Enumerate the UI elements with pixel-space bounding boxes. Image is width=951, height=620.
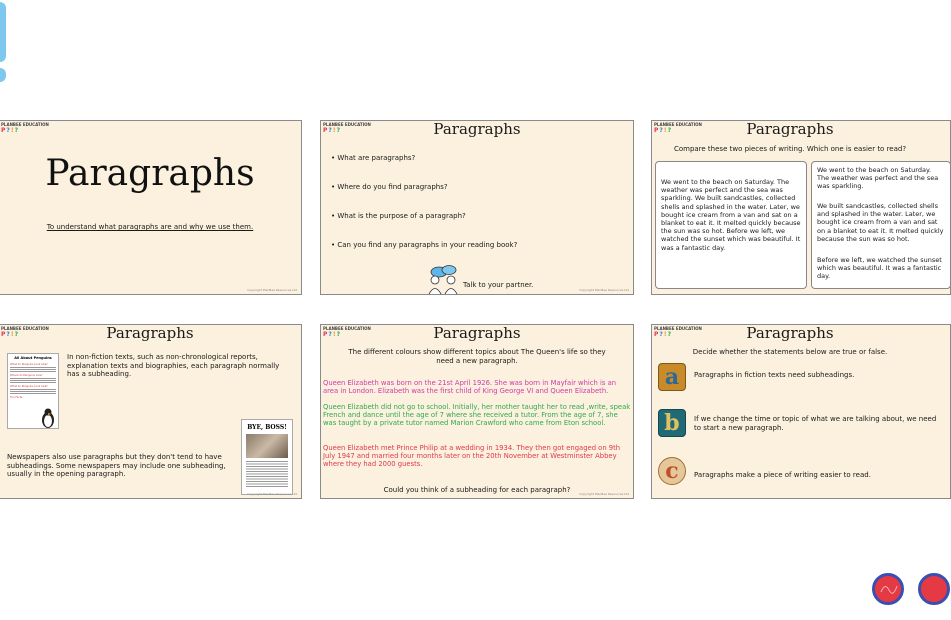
slide-subtitle: To understand what paragraphs are and why we use them.: [46, 223, 254, 231]
bullet-item: • Can you find any paragraphs in your reading book?: [331, 241, 518, 249]
statement-b: If we change the time or topic of what we are talking about, we need to start a new paragraph.: [694, 415, 937, 432]
talk-to-partner-text: Talk to your partner.: [463, 281, 534, 289]
paragraph: We went to the beach on Saturday. The weather was perfect and the sea was sparkling.: [817, 166, 939, 191]
slide-thumbnail-5[interactable]: [320, 324, 634, 499]
paragraph: We built sandcastles, collected shells and splashed in the water. Later, we bought ice cream from a van and sat on a blanket to eat it. It melted quickly because the sun was so hot.: [817, 202, 944, 243]
planbee-logo: PLANBEE EDUCATION P ? ! ?: [323, 326, 371, 338]
slide-title: Paragraphs: [746, 324, 834, 342]
slide-thumbnail-6[interactable]: [651, 324, 951, 499]
penguin-report-image: All About Penguins What do Penguins Look Like? Where do Penguins Live? What do Penguins Look Like? Fun Facts: [7, 353, 59, 429]
newspaper-text: Newspapers also use paragraphs but they don't tend to have subheadings. Some newspapers may include one subheading, usually in the opening paragraph.: [7, 453, 226, 478]
paragraph-marriage: Queen Elizabeth met Prince Philip at a wedding in 1934. They then got engaged on 9th July 1947 and married four months later on the 20th November at Westminster Abbey where they had 2000 guests.: [323, 444, 621, 469]
slide-footer: Copyright PlanBee Resources Ltd: [247, 492, 297, 496]
slide-thumbnail-4[interactable]: [0, 324, 302, 499]
slide-thumbnail-1[interactable]: [0, 120, 302, 295]
statement-c: Paragraphs make a piece of writing easier to read.: [694, 471, 871, 479]
slide-title: Paragraphs: [45, 153, 255, 194]
letter-c-icon: c: [658, 457, 686, 485]
talking-people-icon: [425, 264, 461, 294]
bullet-item: • What is the purpose of a paragraph?: [331, 212, 466, 220]
slide-footer: Copyright PlanBee Resources Ltd: [247, 288, 297, 292]
statement-a: Paragraphs in fiction texts need subheadings.: [694, 371, 855, 379]
unparagraphed-text: We went to the beach on Saturday. The weather was perfect and the sea was sparkling. We built sandcastles, collected shells and splashed in the water. Later, we bought ice cream from a van and sat on a blanket to eat it. It melted quickly because the sun was so hot. Before we left, we watched the sunset which was beautiful. It was a fantastic day.: [661, 178, 801, 252]
slide-thumbnail-2[interactable]: [320, 120, 634, 295]
record-button[interactable]: [872, 573, 904, 605]
slide-footer: Copyright PlanBee Resources Ltd: [579, 492, 629, 496]
slide-title: Paragraphs: [106, 324, 194, 342]
newspaper-image: BYE, BOSS!: [241, 419, 293, 495]
slide-thumbnail-3[interactable]: [651, 120, 951, 295]
paragraphed-text-box: [811, 161, 951, 289]
letter-a-icon: a: [658, 363, 686, 391]
paragraph: Before we left, we watched the sunset which was beautiful. It was a fantastic day.: [817, 256, 942, 281]
slide-intro: The different colours show different topics about The Queen's life so they need a new paragraph.: [348, 348, 606, 365]
bullet-item: • Where do you find paragraphs?: [331, 183, 448, 191]
non-fiction-text: In non-fiction texts, such as non-chronological reports, explanation texts and biographies, each paragraph normally has a subheading.: [67, 353, 280, 378]
subheading-question: Could you think of a subheading for each paragraph?: [383, 486, 571, 494]
bullet-item: • What are paragraphs?: [331, 154, 416, 162]
next-button[interactable]: [918, 573, 950, 605]
paragraph-birth: Queen Elizabeth was born on the 21st April 1926. She was born in Mayfair which is an area in London. Elizabeth was the first child of King George VI and Queen Elizabeth.: [323, 379, 617, 396]
letter-b-icon: b: [658, 409, 686, 437]
slide-intro: Compare these two pieces of writing. Which one is easier to read?: [673, 145, 907, 153]
planbee-logo: PLANBEE EDUCATION P ? ! ?: [1, 326, 49, 338]
scribble-icon: [875, 576, 901, 602]
exclamation-decoration: [0, 2, 6, 62]
slide-footer: Copyright PlanBee Resources Ltd: [579, 288, 629, 292]
exclamation-dot-decoration: [0, 68, 6, 82]
planbee-logo: PLANBEE EDUCATION P ? ! ?: [1, 122, 49, 134]
slide-intro: Decide whether the statements below are true or false.: [692, 348, 888, 356]
planbee-logo: PLANBEE EDUCATION P ? ! ?: [654, 326, 702, 338]
slide-title: Paragraphs: [433, 120, 521, 138]
slide-title: Paragraphs: [746, 120, 834, 138]
planbee-logo: PLANBEE EDUCATION P ? ! ?: [323, 122, 371, 134]
paragraph-education: Queen Elizabeth did not go to school. Initially, her mother taught her to read ,write, speak French and dance until the age of 7 where she received a tutor. From the age of 7, she was taught by a private tutor named Marion Crawford who came from Eton school.: [323, 403, 631, 428]
planbee-logo: PLANBEE EDUCATION P ? ! ?: [654, 122, 702, 134]
unparagraphed-text-box: [655, 161, 807, 289]
penguin-icon: [40, 408, 56, 428]
slide-title: Paragraphs: [433, 324, 521, 342]
